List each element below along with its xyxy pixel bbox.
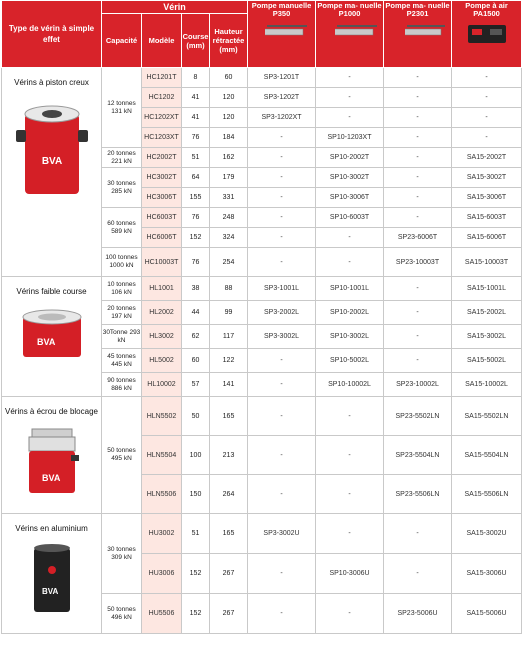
p1000-cell: SP10-1203XT [316, 128, 384, 148]
pa1500-cell: SA15-5502LN [452, 397, 522, 436]
header-pump-pa1500 [452, 1, 522, 68]
p1000-cell: SP10-3006U [316, 554, 384, 594]
hollow-piston-cylinder-icon [13, 96, 91, 200]
header-modele: Modèle [142, 14, 182, 68]
category-low-height [2, 277, 102, 397]
category-lock-nut [2, 397, 102, 514]
pa1500-cell: SA15-5002L [452, 349, 522, 373]
p2301-cell: - [384, 128, 452, 148]
model-cell: HC3002T [142, 168, 182, 188]
model-cell: HU3006 [142, 554, 182, 594]
p1000-cell: - [316, 108, 384, 128]
p350-cell: - [248, 373, 316, 397]
table-row [2, 397, 522, 436]
capacity-cell: 30 tonnes 309 kN [102, 514, 142, 594]
p350-cell: - [248, 436, 316, 475]
hauteur-cell: 165 [210, 397, 248, 436]
p2301-cell: - [384, 325, 452, 349]
hauteur-cell: 122 [210, 349, 248, 373]
capacity-cell: 30Tonne 293 kN [102, 325, 142, 349]
hauteur-cell: 141 [210, 373, 248, 397]
p2301-cell: - [384, 188, 452, 208]
lock-nut-cylinder-icon [17, 425, 87, 497]
course-cell: 62 [182, 325, 210, 349]
p350-cell: - [248, 397, 316, 436]
p350-cell: SP3-1001L [248, 277, 316, 301]
model-cell: HLN5506 [142, 475, 182, 514]
header-course: Course (mm) [182, 14, 210, 68]
category-label: Vérins à piston creux [14, 78, 89, 87]
course-cell: 76 [182, 208, 210, 228]
p1000-cell: - [316, 397, 384, 436]
model-cell: HC1201T [142, 68, 182, 88]
hauteur-cell: 324 [210, 228, 248, 248]
pa1500-cell: SA15-6006T [452, 228, 522, 248]
model-cell: HL1001 [142, 277, 182, 301]
p1000-cell: - [316, 68, 384, 88]
pa1500-cell: SA15-5504LN [452, 436, 522, 475]
pa1500-cell: - [452, 88, 522, 108]
p350-cell: SP3-3002L [248, 325, 316, 349]
p350-cell: - [248, 168, 316, 188]
capacity-cell: 30 tonnes 285 kN [102, 168, 142, 208]
header-capacite: Capacité [102, 14, 142, 68]
hand-pump-icon [321, 21, 379, 39]
model-cell: HLN5504 [142, 436, 182, 475]
course-cell: 44 [182, 301, 210, 325]
course-cell: 152 [182, 594, 210, 634]
p1000-cell: SP10-1001L [316, 277, 384, 301]
p1000-cell: SP10-3002T [316, 168, 384, 188]
model-cell: HL2002 [142, 301, 182, 325]
p1000-cell: - [316, 594, 384, 634]
course-cell: 60 [182, 349, 210, 373]
header-type: Type de vérin à simple effet [2, 1, 102, 68]
course-cell: 155 [182, 188, 210, 208]
pa1500-cell: SA15-6003T [452, 208, 522, 228]
category-label: Vérins faible course [16, 287, 87, 296]
course-cell: 64 [182, 168, 210, 188]
course-cell: 76 [182, 128, 210, 148]
course-cell: 51 [182, 148, 210, 168]
p1000-cell: - [316, 436, 384, 475]
category-label: Vérins en aluminium [15, 524, 88, 533]
hauteur-cell: 165 [210, 514, 248, 554]
model-cell: HC1203XT [142, 128, 182, 148]
capacity-cell: 10 tonnes 106 kN [102, 277, 142, 301]
spec-table-wrapper [1, 0, 521, 634]
cylinder-spec-table [1, 0, 522, 634]
header-pump-p350 [248, 1, 316, 68]
p2301-cell: SP23-5504LN [384, 436, 452, 475]
table-row [2, 277, 522, 301]
pa1500-cell: SA15-2002L [452, 301, 522, 325]
pa1500-cell: SA15-1001L [452, 277, 522, 301]
svg-text:BVA: BVA [36, 337, 55, 347]
course-cell: 76 [182, 248, 210, 277]
pa1500-cell: SA15-3002U [452, 514, 522, 554]
hauteur-cell: 248 [210, 208, 248, 228]
capacity-cell: 50 tonnes 495 kN [102, 397, 142, 514]
course-cell: 38 [182, 277, 210, 301]
p1000-cell: SP10-5002L [316, 349, 384, 373]
capacity-cell: 100 tonnes 1000 kN [102, 248, 142, 277]
course-cell: 51 [182, 514, 210, 554]
hauteur-cell: 331 [210, 188, 248, 208]
model-cell: HU3002 [142, 514, 182, 554]
p2301-cell: - [384, 68, 452, 88]
p2301-cell: - [384, 301, 452, 325]
model-cell: HC1202 [142, 88, 182, 108]
capacity-cell: 50 tonnes 496 kN [102, 594, 142, 634]
svg-text:BVA: BVA [41, 473, 60, 483]
p1000-cell: - [316, 475, 384, 514]
model-cell: HLN5502 [142, 397, 182, 436]
model-cell: HC6006T [142, 228, 182, 248]
course-cell: 100 [182, 436, 210, 475]
p350-cell: - [248, 475, 316, 514]
model-cell: HL5002 [142, 349, 182, 373]
p350-cell: - [248, 228, 316, 248]
hauteur-cell: 88 [210, 277, 248, 301]
p350-cell: SP3-1202XT [248, 108, 316, 128]
p350-cell: - [248, 208, 316, 228]
p2301-cell: - [384, 514, 452, 554]
hand-pump-icon [389, 21, 447, 39]
pa1500-cell: SA15-3002T [452, 168, 522, 188]
capacity-cell: 45 tonnes 445 kN [102, 349, 142, 373]
hauteur-cell: 254 [210, 248, 248, 277]
pa1500-cell: SA15-3002L [452, 325, 522, 349]
p2301-cell: - [384, 148, 452, 168]
pa1500-cell: SA15-2002T [452, 148, 522, 168]
course-cell: 8 [182, 68, 210, 88]
model-cell: HC2002T [142, 148, 182, 168]
pa1500-cell: SA15-10003T [452, 248, 522, 277]
header-pump-p1000 [316, 1, 384, 68]
category-label: Vérins à écrou de blocage [5, 407, 98, 416]
hauteur-cell: 117 [210, 325, 248, 349]
hauteur-cell: 60 [210, 68, 248, 88]
header-hauteur: Hauteur rétractée (mm) [210, 14, 248, 68]
svg-text:BVA: BVA [41, 587, 58, 596]
header-verin: Vérin [102, 1, 248, 14]
hauteur-cell: 184 [210, 128, 248, 148]
p1000-cell: SP10-3002L [316, 325, 384, 349]
header-pump-p2301 [384, 1, 452, 68]
p350-cell: - [248, 148, 316, 168]
capacity-cell: 60 tonnes 589 kN [102, 208, 142, 248]
model-cell: HL10002 [142, 373, 182, 397]
p350-cell: - [248, 188, 316, 208]
pa1500-cell: SA15-5006U [452, 594, 522, 634]
model-cell: HL3002 [142, 325, 182, 349]
p1000-cell: SP10-2002L [316, 301, 384, 325]
capacity-cell: 20 tonnes 221 kN [102, 148, 142, 168]
pa1500-cell: SA15-5506LN [452, 475, 522, 514]
hauteur-cell: 99 [210, 301, 248, 325]
model-cell: HC6003T [142, 208, 182, 228]
category-hollow-piston [2, 68, 102, 277]
aluminium-cylinder-icon [22, 542, 82, 616]
course-cell: 41 [182, 88, 210, 108]
p2301-cell: - [384, 554, 452, 594]
p350-cell: SP3-1202T [248, 88, 316, 108]
capacity-cell: 20 tonnes 197 kN [102, 301, 142, 325]
p1000-cell: - [316, 228, 384, 248]
hand-pump-icon [253, 21, 311, 39]
table-row [2, 68, 522, 88]
pump-pa1500-label: Pompe à air PA1500 [465, 1, 508, 18]
p1000-cell: SP10-3006T [316, 188, 384, 208]
pa1500-cell: - [452, 68, 522, 88]
p2301-cell: SP23-6006T [384, 228, 452, 248]
p1000-cell: - [316, 88, 384, 108]
pa1500-cell: SA15-3006T [452, 188, 522, 208]
p350-cell: SP3-1201T [248, 68, 316, 88]
p1000-cell: - [316, 514, 384, 554]
air-pump-icon [464, 21, 510, 45]
p2301-cell: - [384, 277, 452, 301]
course-cell: 152 [182, 554, 210, 594]
svg-text:BVA: BVA [41, 156, 62, 167]
course-cell: 152 [182, 228, 210, 248]
p1000-cell: SP10-10002L [316, 373, 384, 397]
pa1500-cell: SA15-3006U [452, 554, 522, 594]
hauteur-cell: 213 [210, 436, 248, 475]
pump-p1000-label: Pompe ma- nuelle P1000 [317, 1, 382, 18]
hauteur-cell: 120 [210, 108, 248, 128]
pump-p350-label: Pompe manuelle P350 [251, 1, 312, 18]
hauteur-cell: 267 [210, 554, 248, 594]
p2301-cell: - [384, 108, 452, 128]
course-cell: 50 [182, 397, 210, 436]
p1000-cell: SP10-6003T [316, 208, 384, 228]
model-cell: HC1202XT [142, 108, 182, 128]
model-cell: HC3006T [142, 188, 182, 208]
capacity-cell: 90 tonnes 886 kN [102, 373, 142, 397]
p350-cell: - [248, 128, 316, 148]
category-aluminium [2, 514, 102, 634]
p2301-cell: SP23-5506LN [384, 475, 452, 514]
model-cell: HC10003T [142, 248, 182, 277]
p2301-cell: SP23-5006U [384, 594, 452, 634]
p2301-cell: - [384, 88, 452, 108]
pa1500-cell: SA15-10002L [452, 373, 522, 397]
course-cell: 57 [182, 373, 210, 397]
p2301-cell: - [384, 168, 452, 188]
p350-cell: - [248, 554, 316, 594]
capacity-cell: 12 tonnes 131 kN [102, 68, 142, 148]
p2301-cell: SP23-5502LN [384, 397, 452, 436]
p2301-cell: - [384, 349, 452, 373]
p2301-cell: SP23-10002L [384, 373, 452, 397]
p350-cell: - [248, 349, 316, 373]
p350-cell: - [248, 248, 316, 277]
p2301-cell: - [384, 208, 452, 228]
course-cell: 150 [182, 475, 210, 514]
hauteur-cell: 264 [210, 475, 248, 514]
p350-cell: SP3-2002L [248, 301, 316, 325]
hauteur-cell: 120 [210, 88, 248, 108]
course-cell: 41 [182, 108, 210, 128]
pump-p2301-label: Pompe ma- nuelle P2301 [385, 1, 450, 18]
hauteur-cell: 162 [210, 148, 248, 168]
p1000-cell: - [316, 248, 384, 277]
pa1500-cell: - [452, 108, 522, 128]
table-row [2, 514, 522, 554]
model-cell: HU5506 [142, 594, 182, 634]
p1000-cell: SP10-2002T [316, 148, 384, 168]
p2301-cell: SP23-10003T [384, 248, 452, 277]
hauteur-cell: 179 [210, 168, 248, 188]
p350-cell: - [248, 594, 316, 634]
hauteur-cell: 267 [210, 594, 248, 634]
p350-cell: SP3-3002U [248, 514, 316, 554]
low-height-cylinder-icon [13, 305, 91, 365]
pa1500-cell: - [452, 128, 522, 148]
